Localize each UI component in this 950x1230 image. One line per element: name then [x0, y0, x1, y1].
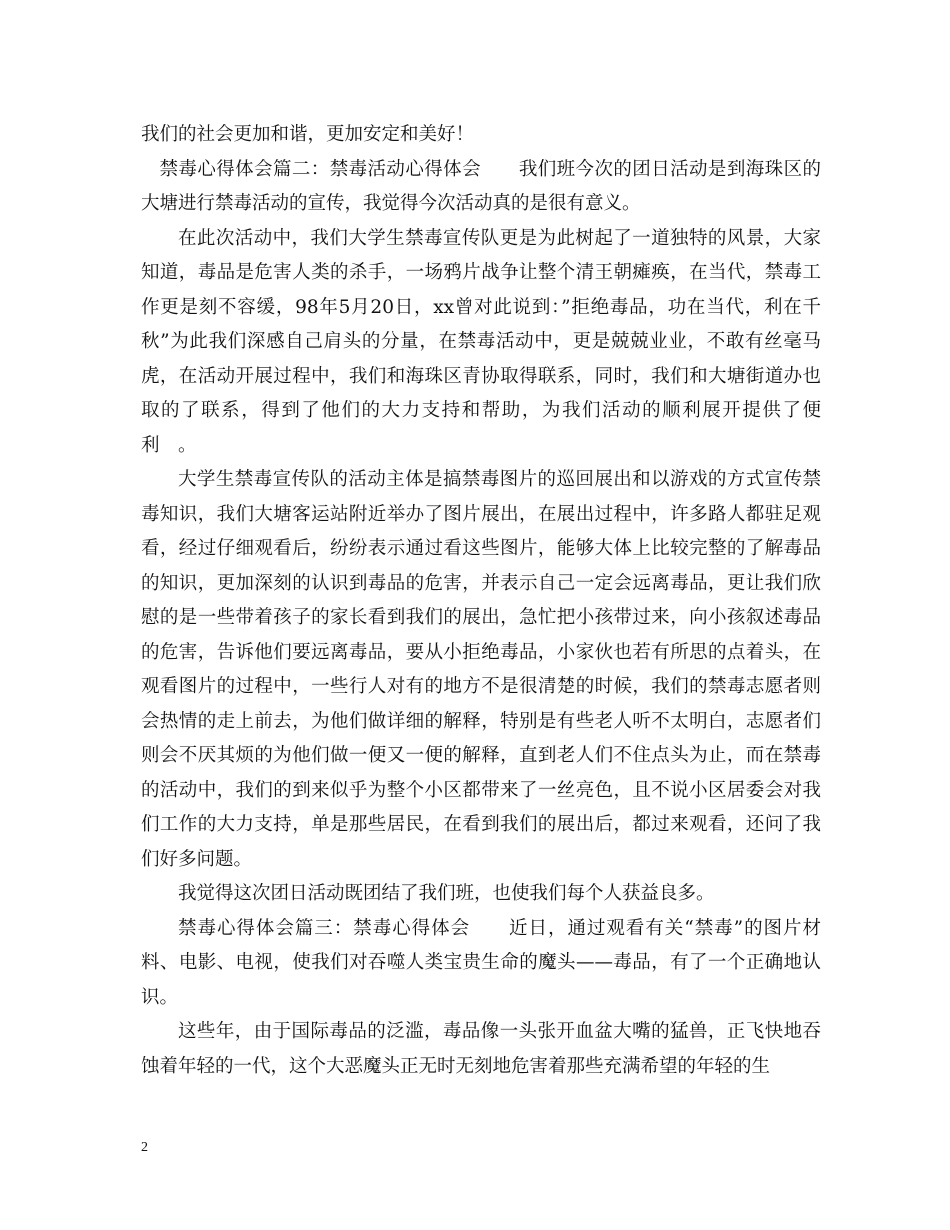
paragraph: 大学生禁毒宣传队的活动主体是搞禁毒图片的巡回展出和以游戏的方式宣传禁毒知识，我们大塘客运站附近举办了图片展出，在展出过程中，许多路人都驻足观看，经过仔细观看后，纷纷表示通过看这些图片，能够大体上比较完整的了解毒品的知识，更加深刻的认识到毒品的危害，并表示自己一定会远离毒品，更让我们欣慰的是一些带着孩子的家长看到我们的展出，急忙把小孩带过来，向小孩叙述毒品的危害，告诉他们要远离毒品，要从小拒绝毒品，小家伙也若有所思的点着头，在观看图片的过程中，一些行人对有的地方不是很清楚的时候，我们的禁毒志愿者则会热情的走上前去，为他们做详细的解释，特别是有些老人听不太明白，志愿者们则会不厌其烦的为他们做一便又一便的解释，直到老人们不住点头为止，而在禁毒的活动中，我们的到来似乎为整个小区都带来了一丝亮色，且不说小区居委会对我们工作的大力支持，单是那些居民，在看到我们的展出后，都过来观看，还问了我们好多问题。 — [141, 469, 821, 870]
paragraph: 在此次活动中，我们大学生禁毒宣传队更是为此树起了一道独特的风景，大家知道，毒品是危害人类的杀手，一场鸦片战争让整个清王朝瘫痪，在当代，禁毒工作更是刻不容缓，98年5月20日，xx曾对此说到：”拒绝毒品，功在当代，利在千秋”为此我们深感自己肩头的分量，在禁毒活动中，更是兢兢业业，不敢有丝毫马虎，在活动开展过程中，我们和海珠区青协取得联系，同时，我们和大塘街道办也取的了联系，得到了他们的大力支持和帮助，为我们活动的顺利展开提供了便利 。 — [141, 227, 821, 456]
paragraph: 我们的社会更加和谐，更加安定和美好！ — [141, 124, 475, 145]
page-number: 2 — [141, 1140, 148, 1155]
paragraph: 我觉得这次团日活动既团结了我们班，也使我们每个人获益良多。 — [178, 883, 715, 904]
paragraph: 这些年，由于国际毒品的泛滥，毒品像一头张开血盆大嘴的猛兽，正飞快地吞蚀着年轻的一代，这个大恶魔头正无时无刻地危害着那些充满希望的年轻的生 — [141, 1021, 821, 1077]
paragraph: 禁毒心得体会篇三：禁毒心得体会 近日，通过观看有关“禁毒”的图片材料、电影、电视，使我们对吞噬人类宝贵生命的魔头——毒品，有了一个正确地认识。 — [141, 917, 821, 1008]
paragraph: 禁毒心得体会篇二：禁毒活动心得体会 我们班今次的团日活动是到海珠区的大塘进行禁毒活动的宣传，我觉得今次活动真的是很有意义。 — [141, 158, 821, 214]
document-body — [141, 118, 821, 1084]
